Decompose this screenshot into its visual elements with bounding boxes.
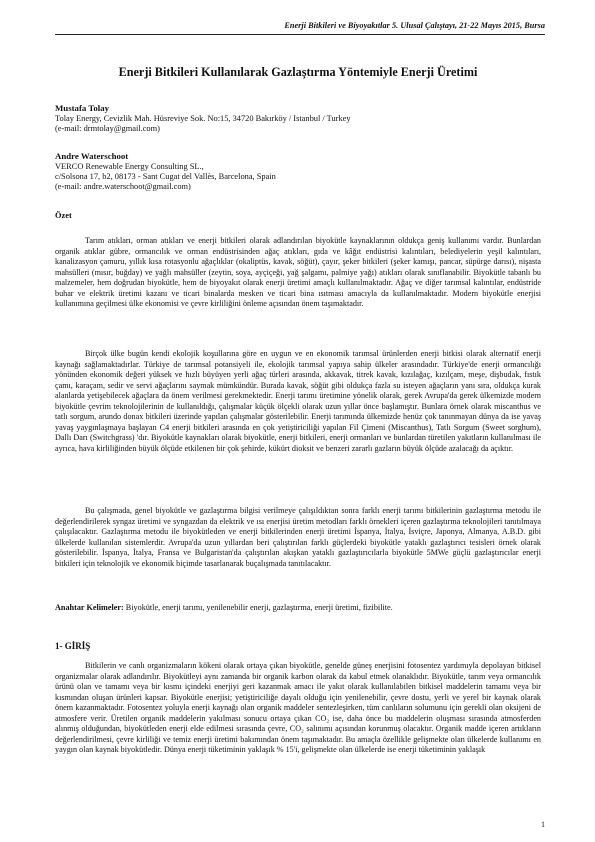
section-heading: 1- GİRİŞ [55, 641, 91, 651]
author-name: Andre Waterschoot [55, 151, 129, 161]
author-affiliation: Tolay Energy, Cevizlik Mah. Hüsreviye Sok. No:15, 34720 Bakırköy / Istanbul / Turkey [55, 114, 351, 123]
keywords-line [55, 603, 541, 614]
author-affiliation: VERCO Renewable Energy Consulting SL., [55, 162, 204, 171]
intro-paragraph: Bitkilerin ve canlı organizmaların kökeni olarak ortaya çıkan biyokütle, genelde güneş enerjisini fotosentez yardımıyla depolayan bitkisel organizmalar olarak adlandırılır. Biyokütleyi aynı zamanda bir organik karbon olarak da kabul etmek olanaklıdır. Biyokütle, tarım veya ormancılık ürünü olan ve tamamı veya bir kısmı içindeki enerjiyi geri kazanmak amacı ile yakıt olarak kullanılabilen bitkisel maddelerin tamamı veya bir kısmından oluşan ürünleri kapsar. Biyokütle enerjisi; yetiştiriciliğe dayalı olduğu için yenilenebilir, çevre dostu, yerli ve yerel bir kaynak olarak önem kazanmaktadır. Fotosentez yoluyla enerji kaynağı olan organik maddeler sentezleşirken, tüm canlıların solumunu için gerekli olan oksijeni de atmosfere verir. Üretilen organik maddelerin yakılması sonucu ortaya çıkan CO₂ ise, daha önce bu maddelerin oluşması sırasında atmosferden alınmış olduğundan, biyokütleden enerji elde edilmesi sırasında çevre, CO₂ salınımı açısından korunmuş olacaktır. Organik madde içeren artıkların değerlendirilmesi, çevre kirliliği ve temiz enerji üretimi bakımından önem taşımaktadır. Bu amaçla özellikle gelişmekte olan ülkelerde kullanımı en yaygın olan kaynak biyokütledir. Dünya enerji tüketiminin yaklaşık % 15'i, gelişmekte olan ülkelerde ise enerji tüketiminin yaklaşık [55, 661, 541, 755]
author-email: (e-mail: andre.waterschoot@gmail.com) [55, 182, 191, 192]
author-block-2 [55, 151, 541, 193]
abstract-label: Özet [55, 211, 72, 220]
abstract-paragraph: Birçok ülke bugün kendi ekolojik koşullarına göre en uygun ve en ekonomik tarımsal ürünlerden enerji bitkisi olarak alternatif enerji kaynağı sağlamaktadırlar. Türkiye de tarımsal potansiyeli ile, ekolojik tarımsal yapıya sahip ülkeler arasındadır. Türkiye'de enerji ormancılığı yönünden ekonomik değeri yüksek ve hızlı büyüyen yerli ağaç türleri arasında, akkavak, titrek kavak, kızılağaç, kızılçam, meşe, dişbudak, fıstık çamı, karaçam, sedir ve servi ağaçlarını saymak mümkündür. Burada kavak, söğüt gibi oldukça fazla su isteyen ağaçların yanı sıra, oldukça kurak alanlarda yetişebilecek ağaçlara da önem verilmesi gerekmektedir. Enerji tarımı üretimine yönelik olarak, gerek Avrupa'da gerek ülkemizde modern biyokütle çevrim teknolojilerinin de kullanıldığı, çalışmalar küçük ölçekli olarak uzun yıllar önce başlamıştır. Bunlara örnek olarak miscanthus ve tatlı sorgum, arundo donax bitkileri üzerinde yapılan çalışmalar gösterilebilir. Enerji tarımında ülkemizde henüz çok tanınmayan dünya da ise yavaş yavaş yaygınlaşmaya başlayan C4 enerji bitkileri arasında en çok yetiştiriciliği yapılan Fil Çimeni (Miscanthus), Tatlı Sorgum (Sweet sorghum), Dallı Darı (Switchgrass) 'dır. Biyokütle kaynakları olarak biyokütle, enerji bitkileri, enerji ormanları ve bunlardan türetilen yakıtların kullanılması ile ayrıca, hava kirliliğinden büyük ölçüde etkilenen bir çok şehirde, kükürt dioksit ve benzeri zararlı gazların büyük ölçüde azalacağı da açıktır. [55, 349, 541, 453]
abstract-paragraph: Tarım atıkları, orman atıkları ve enerji bitkileri olarak adlandırılan biyokütle kaynaklarının oldukça geniş kullanımı vardır. Bunlardan organik atıklar gübre, ormancılık ve orman endüstrisinden ağaç atıkları, gıda ve kâğıt endüstrisi kalıntıları, belediyelerin yeşil kalıntıları, kanalizasyon çamuru, yıllık kısa rotasyonlu ağaçlıklar (okaliptüs, kavak, söğüt), çayır, şeker bitkileri (şeker kamışı, pancar, süpürge darısı), nişasta mahsülleri (mısır, buğday) ve yağlı mahsüller (zeytin, soya, ayçiçeği, yağ şalgamı, palmiye yağı) atıkları olarak sınıflanabilir. Biyokütle tabanlı bu malzemeler, hem doğrudan biyokütle, hem de biyoyakıt olarak enerji üretimi amaçlı kullanılmaktadır. Ağaç ve diğer tarımsal kalıntılar, endüstride buhar ve elektrik üretimi kazanı ve ticari binalarda mesken ve ticari bina ısıtması amacıyla da kullanılmaktadır. Modern biyokütle enerjisi kullanımına geçilmesi ülke ekonomisi ve çevre kirliliğini önleme açısından önem taşımaktadır. [55, 236, 541, 309]
author-name: Mustafa Tolay [55, 103, 110, 113]
keywords-text: Biyokütle, enerji tarımı, yenilenebilir enerji, gazlaştırma, enerji üretimi, fizibilite. [125, 603, 393, 612]
author-block-1 [55, 103, 541, 134]
author-address: c/Solsona 17, b2, 08173 - Sant Cugat del Vallès, Barcelona, Spain [55, 172, 276, 182]
abstract-paragraph: Bu çalışmada, genel biyokütle ve gazlaştırma bilgisi verilmeye çalışıldıktan sonra farklı enerji tarımı bitkilerinin gazlaştırma metodu ile değerlendirilerek syngaz üretimi ve syngazdan da elektrik ve ısı enerjisi üretim metodları farklı örnekleri içeren gazlaştırma teknolojileri tanıtılmaya çalışılacaktır. Gazlaştırma metodu ile biyokütleden ve enerji bitkilerinden enerji üretimi İspanya, İtalya, İsviçre, Japonya, Almanya, A.B.D. gibi ülkelerde kullanılan sistemlerdir. Avrupa'da uzun yıllardan beri çalıştırılan farklı güçlerdeki biyokütle yataklı gazlaştırıcı tesisleri örnek olarak gösterilebilir. İspanya, İtalya, Fransa ve Bulgaristan'da çalıştırılan akışkan yataklı gazlaştırıcılarla biyokütle 5MWe güçlü gazlaştırıcılar enerji bitkileri için teknolojik ve ekonomik biçimde tasarlanarak buçalışmada tanıtılacaktır. [55, 506, 541, 568]
header-divider [55, 34, 545, 35]
keywords-label: Anahtar Kelimeler: [55, 603, 124, 612]
page-number: 1 [541, 820, 545, 829]
running-header: Enerji Bitkileri ve Biyoyakıtlar 5. Ulusal Çalıştayı, 21-22 Mayıs 2015, Bursa [284, 21, 545, 30]
author-email: (e-mail: drmtolay@gmail.com) [55, 124, 160, 134]
paper-title: Enerji Bitkileri Kullanılarak Gazlaştırma Yöntemiyle Enerji Üretimi [118, 65, 478, 79]
